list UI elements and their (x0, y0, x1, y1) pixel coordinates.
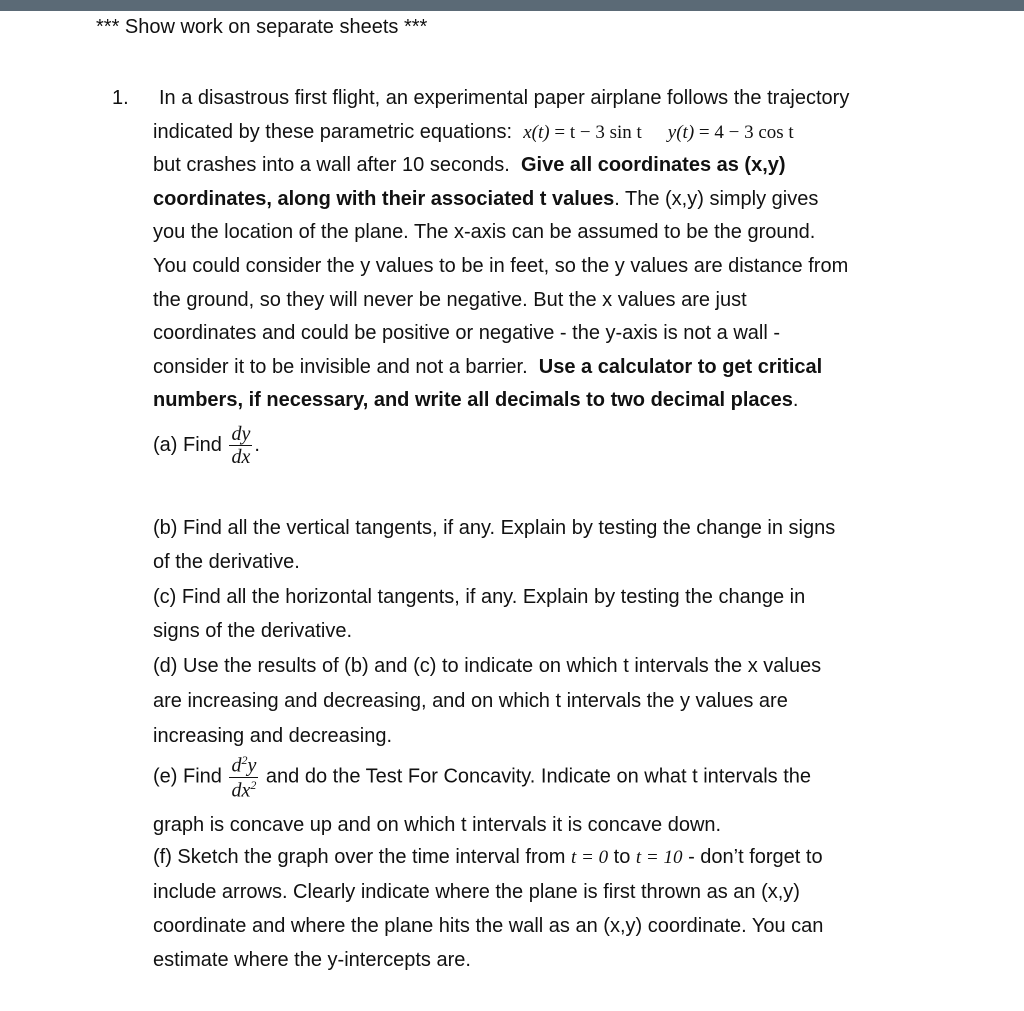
part-b: (b) Find all the vertical tangents, if any. Explain by testing the change in signs of the derivative. (153, 517, 836, 573)
statement-line: you the location of the plane. The x-axis can be assumed to be the ground. (153, 221, 816, 244)
top-border-bar (0, 0, 1024, 11)
statement-line: but crashes into a wall after 10 seconds. Give all coordinates as (x,y) (153, 154, 786, 177)
statement-line: You could consider the y values to be in feet, so the y values are distance from (153, 254, 849, 277)
equation-x: x(t) = t − 3 sin t (523, 121, 642, 143)
fraction-second-derivative: $\frac{d^2y}{dx^2}$ (231, 753, 257, 802)
statement-line: coordinates, along with their associated t values. The (x,y) simply gives (153, 187, 819, 210)
part-f: (f) Sketch the graph over the time interval from t = 0 to t = 10 - don’t forget to include arrows. Clearly indicate where the plane is first thrown as an (x,y) coordinate and where the plane hits the wall as an (x,y) coordinate. You can estimate where the y-intercepts are. (153, 846, 824, 971)
part-e-continued: graph is concave up and on which t intervals it is concave down. (153, 814, 722, 836)
problem-number: 1. (112, 87, 129, 109)
statement-line: In a disastrous first flight, an experimental paper airplane follows the trajectory (159, 87, 850, 109)
fraction-dy-dx: $\frac{dy}{dx}$ (231, 423, 251, 469)
statement-line: the ground, so they will never be negative. But the x values are just (153, 288, 747, 311)
part-c: (c) Find all the horizontal tangents, if any. Explain by testing the change in signs of the derivative. (153, 586, 806, 642)
part-d: (d) Use the results of (b) and (c) to indicate on which t intervals the x values are increasing and decreasing, and on which t intervals the y values are increasing and decreasing. (153, 655, 822, 747)
part-a: (a) Find $\frac{dy}{dx}$ . (153, 423, 260, 469)
statement-line: coordinates and could be positive or negative - the y-axis is not a wall - (153, 322, 781, 345)
statement-line: consider it to be invisible and not a barrier. Use a calculator to get critical (153, 355, 823, 378)
statement-line: numbers, if necessary, and write all decimals to two decimal places. (153, 389, 799, 412)
equation-y: y(t) = 4 − 3 cos t (667, 121, 794, 143)
problem-statement (153, 82, 958, 418)
statement-line: indicated by these parametric equations: x(t) = t − 3 sin t y(t) = 4 − 3 cos t (153, 120, 794, 143)
part-e: (e) Find $\frac{d^2y}{dx^2}$ and do the Test For Concavity. Indicate on what t intervals the (153, 753, 812, 802)
worksheet-header: *** Show work on separate sheets *** (96, 16, 428, 38)
